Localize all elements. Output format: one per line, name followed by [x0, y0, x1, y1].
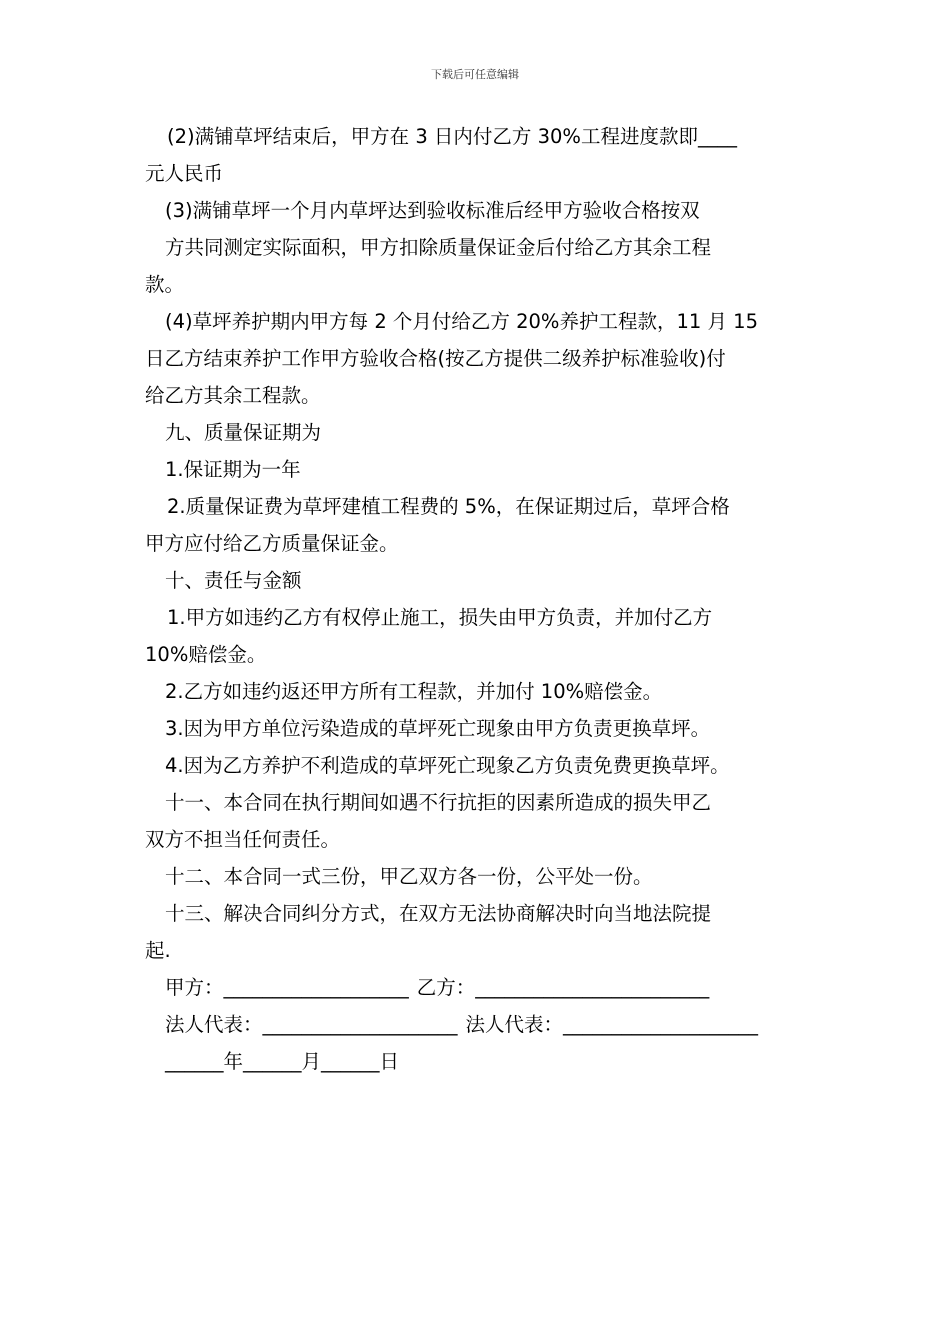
party-a-signature-line: 甲方：___________________ — [165, 976, 409, 999]
paragraph-line: 十一、本合同在执行期间如遇不行抗拒的因素所造成的损失甲乙 — [165, 791, 712, 814]
paragraph-p15 — [145, 895, 810, 969]
paragraph-p1 — [145, 118, 810, 192]
paragraph-line: 甲方应付给乙方质量保证金。 — [145, 532, 399, 555]
paragraph-line: 4.因为乙方养护不利造成的草坪死亡现象乙方负责免费更换草坪。 — [165, 754, 730, 777]
signature-date-line: ______年______月______日 — [165, 1050, 400, 1073]
paragraph-line: 日乙方结束养护工作甲方验收合格(按乙方提供二级养护标准验收)付 — [145, 347, 726, 370]
paragraph-line: 十二、本合同一式三份，甲乙双方各一份，公平处一份。 — [165, 865, 653, 888]
signature-representatives-row — [145, 1006, 810, 1043]
paragraph-line: 元人民币 — [145, 162, 224, 185]
party-a-representative-line: 法人代表：____________________ — [165, 1013, 458, 1036]
paragraph-p5 — [145, 414, 810, 451]
paragraph-line: 十、责任与金额 — [165, 569, 302, 592]
paragraph-line: 10%赔偿金。 — [145, 643, 267, 666]
paragraph-p3 — [145, 229, 810, 303]
paragraph-p14 — [145, 858, 810, 895]
paragraph-line: 款。 — [145, 273, 185, 296]
signature-date-row — [145, 1043, 810, 1080]
paragraph-p8 — [145, 562, 810, 599]
paragraph-line: (3)满铺草坪一个月内草坪达到验收标准后经甲方验收合格按双 — [165, 199, 700, 222]
paragraph-line: 双方不担当任何责任。 — [145, 828, 341, 851]
paragraph-p12 — [145, 747, 810, 784]
paragraph-p2 — [145, 192, 810, 229]
paragraph-p9 — [145, 599, 810, 673]
signature-parties-row — [145, 969, 810, 1006]
paragraph-line: 1.甲方如违约乙方有权停止施工，损失由甲方负责，并加付乙方 — [167, 606, 713, 629]
paragraph-line: 2.乙方如违约返还甲方所有工程款，并加付 10%赔偿金。 — [165, 680, 663, 703]
paragraph-line: (4)草坪养护期内甲方每 2 个月付给乙方 20%养护工程款，11 月 15 — [165, 310, 758, 333]
paragraph-list — [145, 118, 810, 969]
paragraph-line: 起. — [145, 939, 171, 962]
page-header: 下载后可任意编辑 — [431, 68, 519, 81]
paragraph-line: 给乙方其余工程款。 — [145, 384, 321, 407]
party-b-representative-line: 法人代表：____________________ — [465, 1013, 759, 1036]
paragraph-p13 — [145, 784, 810, 858]
paragraph-p11 — [145, 710, 810, 747]
paragraph-line: 3.因为甲方单位污染造成的草坪死亡现象由甲方负责更换草坪。 — [165, 717, 711, 740]
paragraph-p6 — [145, 451, 810, 488]
paragraph-p4 — [145, 303, 810, 414]
party-b-signature-line: 乙方：________________________ — [416, 976, 710, 999]
paragraph-line: (2)满铺草坪结束后，甲方在 3 日内付乙方 30%工程进度款即____ — [167, 125, 737, 148]
paragraph-line: 方共同测定实际面积，甲方扣除质量保证金后付给乙方其余工程 — [165, 236, 712, 259]
paragraph-line: 1.保证期为一年 — [165, 458, 301, 481]
paragraph-line: 九、质量保证期为 — [165, 421, 322, 444]
paragraph-line: 2.质量保证费为草坪建植工程费的 5%，在保证期过后，草坪合格 — [167, 495, 730, 518]
paragraph-line: 十三、解决合同纠分方式，在双方无法协商解决时向当地法院提 — [165, 902, 712, 925]
contract-body — [145, 118, 810, 1080]
paragraph-p7 — [145, 488, 810, 562]
paragraph-p10 — [145, 673, 810, 710]
